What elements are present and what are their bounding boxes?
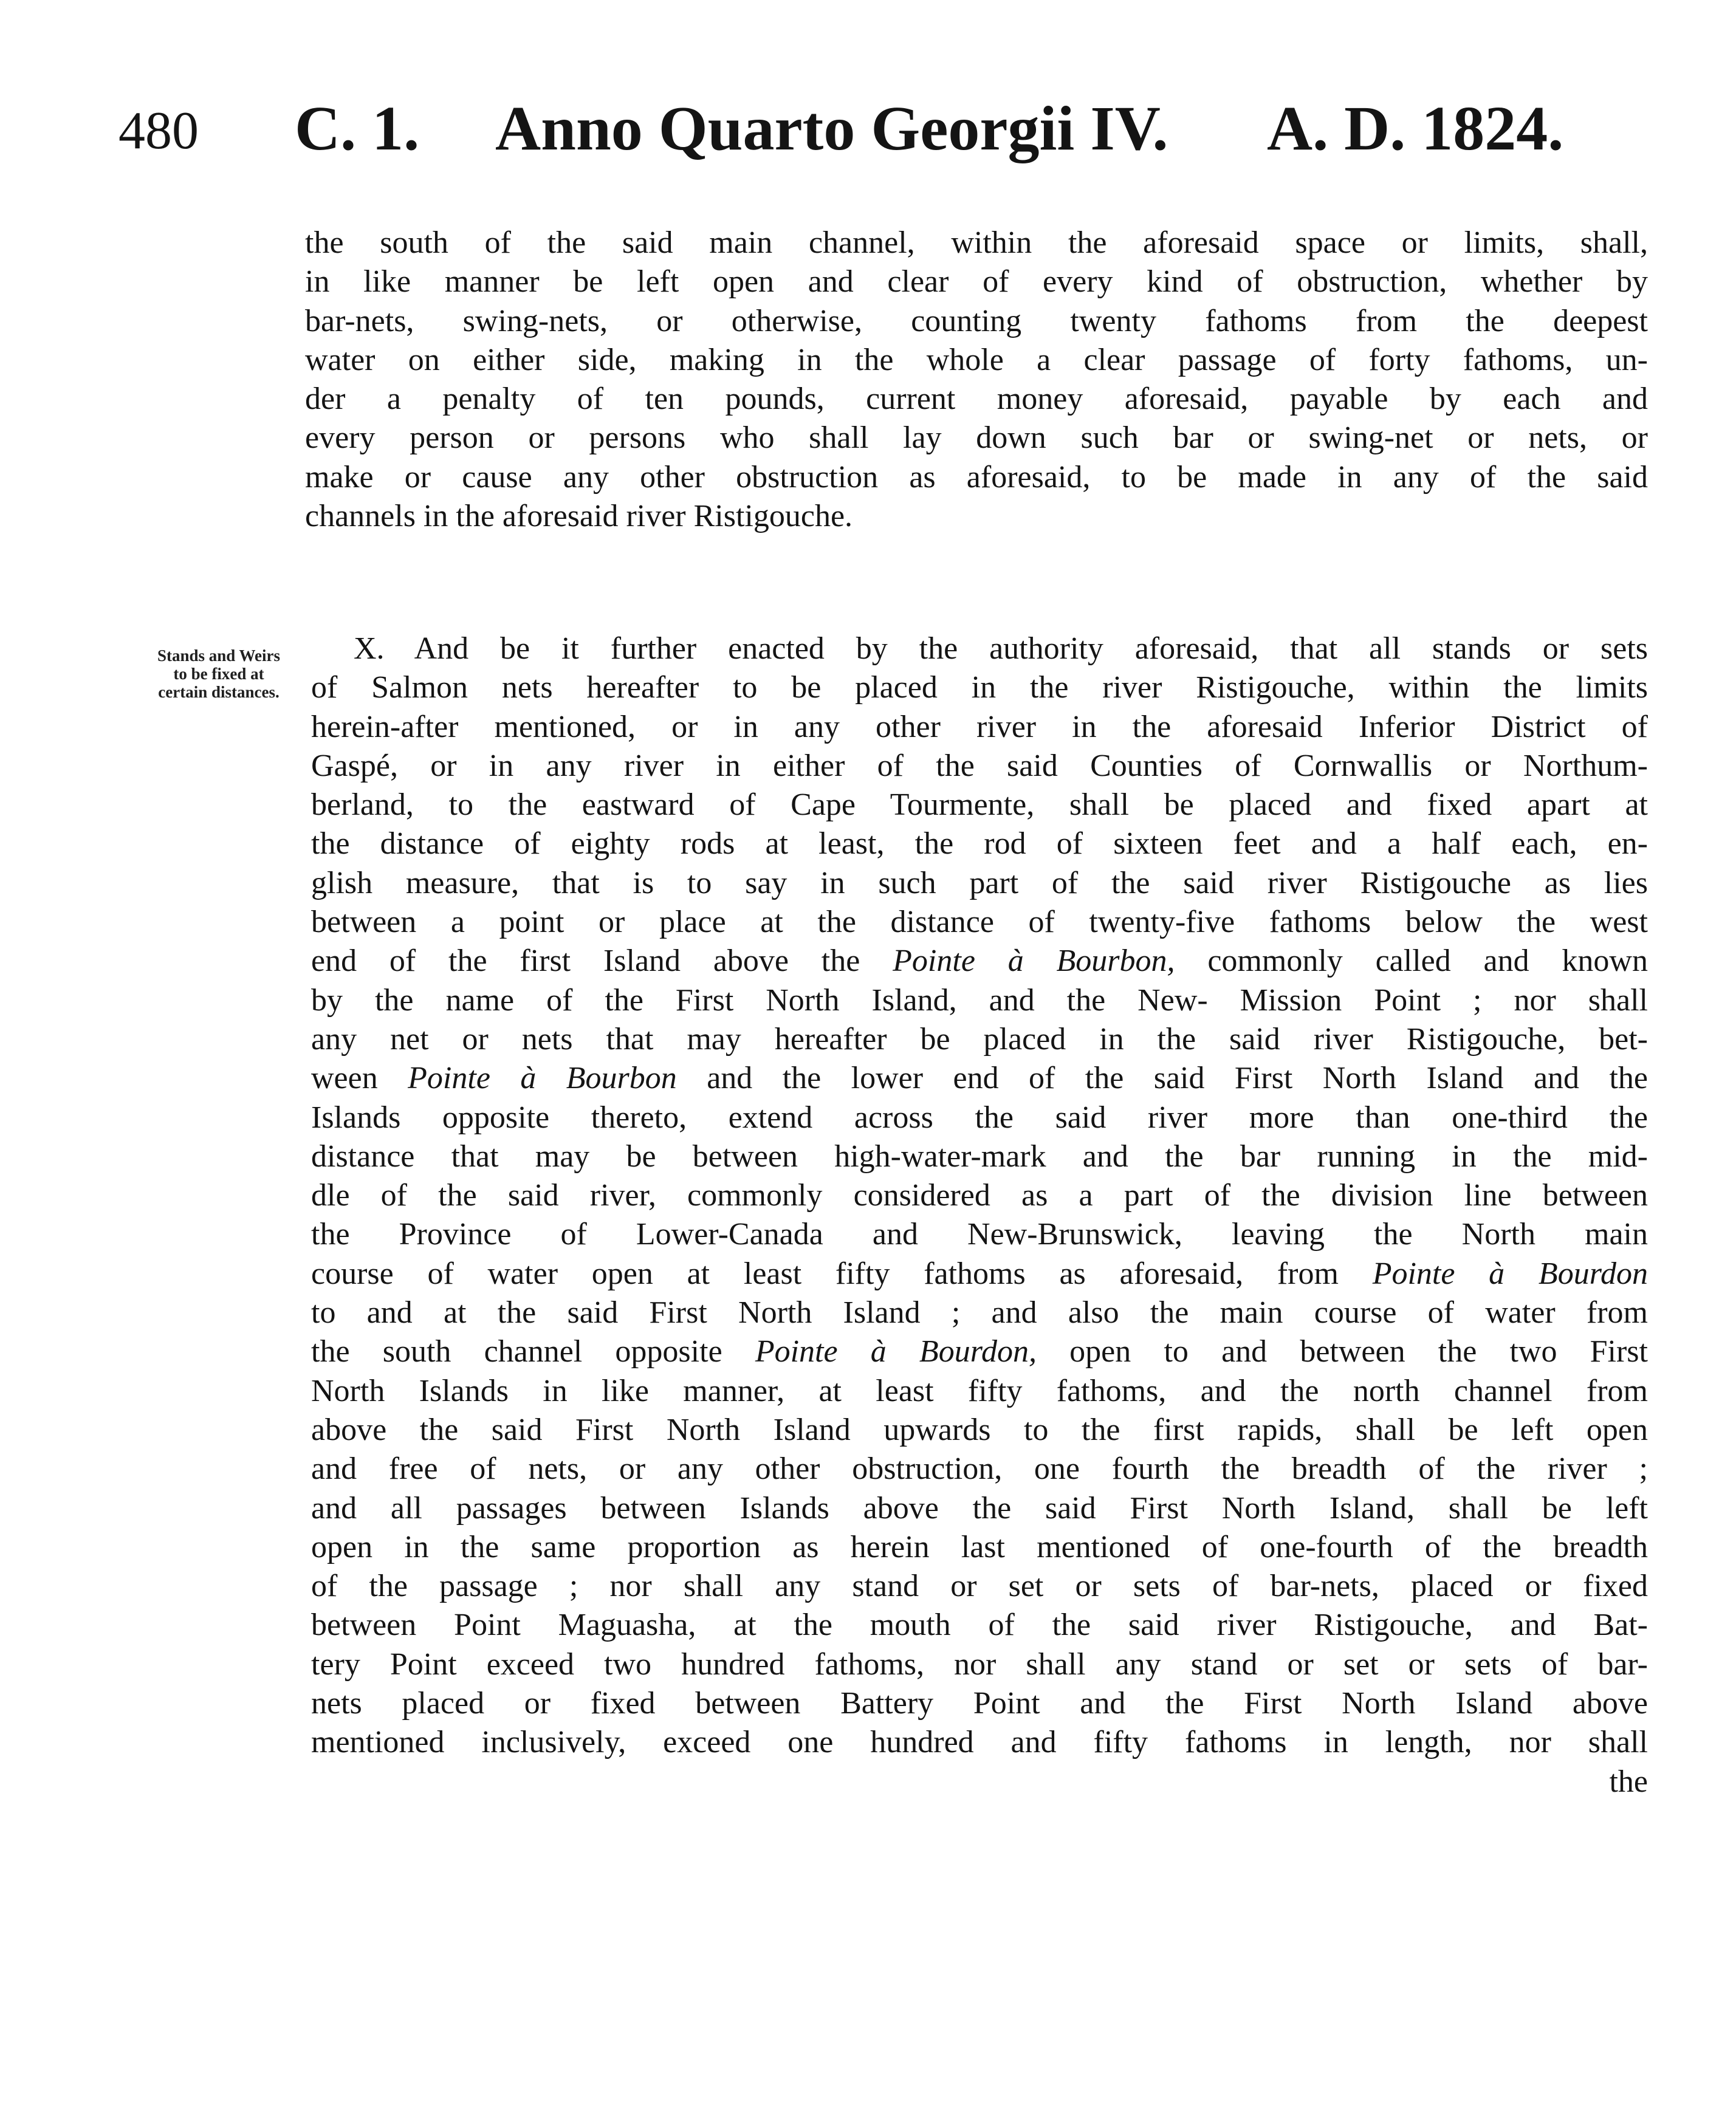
text-segment: commonly called and known [1175, 944, 1648, 979]
margin-note [131, 646, 307, 701]
chapter-number: C. 1. [295, 94, 420, 163]
section-x-paragraph [311, 629, 1648, 1801]
text-line [311, 1332, 1648, 1371]
text-line: berland, to the eastward of Cape Tourmente, shall be placed and fixed apart at [311, 787, 1648, 823]
text-segment: end of the first Island above the [311, 944, 893, 979]
text-line: Islands opposite thereto, extend across the said river more than one-third the [311, 1100, 1648, 1135]
text-line: herein-after mentioned, or in any other river in the aforesaid Inferior District of [311, 709, 1648, 744]
text-line: channels in the aforesaid river Ristigouche. [305, 499, 853, 534]
text-line: distance that may be between high-water-mark and the bar running in the mid- [311, 1139, 1648, 1174]
catchword: the [1609, 1764, 1648, 1799]
page-header [118, 94, 1662, 170]
text-line: every person or persons who shall lay down such bar or swing-net or nets, or [305, 420, 1648, 456]
page-number: 480 [118, 101, 199, 160]
place-name-italic: Pointe à Bourdon, [755, 1334, 1037, 1369]
text-line: of the passage ; nor shall any stand or set or sets of bar-nets, placed or fixed [311, 1569, 1648, 1604]
text-line: bar-nets, swing-nets, or otherwise, counting twenty fathoms from the deepest [305, 303, 1648, 338]
place-name-italic: Pointe à Bourbon [408, 1061, 677, 1096]
text-line: make or cause any other obstruction as aforesaid, to be made in any of the said [305, 459, 1648, 495]
text-line: X. And be it further enacted by the authority aforesaid, that all stands or sets [354, 631, 1648, 666]
text-line: to and at the said First North Island ; and also the main course of water from [311, 1295, 1648, 1331]
margin-note-line: Stands and Weirs [157, 646, 281, 665]
text-line: any net or nets that may hereafter be placed in the said river Ristigouche, bet- [311, 1021, 1648, 1057]
year: A. D. 1824. [1267, 94, 1564, 163]
text-segment: and the lower end of the said First North Island and the [676, 1061, 1649, 1096]
text-line: Gaspé, or in any river in either of the said Counties of Cornwallis or Northum- [311, 748, 1648, 783]
text-line: and all passages between Islands above the said First North Island, shall be left [311, 1490, 1648, 1526]
text-line: der a penalty of ten pounds, current money aforesaid, payable by each and [305, 382, 1648, 417]
place-name-italic: Pointe à Bourbon, [893, 944, 1175, 979]
running-title: Anno Quarto Georgii IV. [495, 94, 1168, 163]
text-line: open in the same proportion as herein last mentioned of one-fourth of the breadth [311, 1529, 1648, 1564]
text-line: glish measure, that is to say in such part of the said river Ristigouche as lies [311, 865, 1648, 900]
text-line: the distance of eighty rods at least, the rod of sixteen feet and a half each, en- [311, 826, 1648, 862]
text-line: in like manner be left open and clear of every kind of obstruction, whether by [305, 264, 1648, 300]
text-line: between Point Maguasha, at the mouth of the said river Ristigouche, and Bat- [311, 1608, 1648, 1643]
text-line [311, 942, 1648, 981]
text-segment: the south channel opposite [311, 1334, 755, 1369]
place-name-italic: Pointe à Bourdon [1372, 1256, 1648, 1291]
text-line: the south of the said main channel, within the aforesaid space or limits, shall, [305, 225, 1648, 260]
margin-note-line: certain distances. [158, 683, 280, 701]
text-line: of Salmon nets hereafter to be placed in the river Ristigouche, within the limits [311, 670, 1648, 705]
text-line: dle of the said river, commonly considered as a part of the division line between [311, 1178, 1648, 1213]
text-segment: open to and between the two First [1037, 1334, 1648, 1369]
text-segment: course of water open at least fifty fathoms as aforesaid, from [311, 1256, 1373, 1291]
text-line: nets placed or fixed between Battery Point and the First North Island above [311, 1686, 1648, 1721]
text-line: above the said First North Island upwards to the first rapids, shall be left open [311, 1412, 1648, 1447]
margin-note-line: to be fixed at [173, 665, 264, 683]
text-line: North Islands in like manner, at least fifty fathoms, and the north channel from [311, 1373, 1648, 1408]
text-line: mentioned inclusively, exceed one hundred and fifty fathoms in length, nor shall [311, 1725, 1648, 1760]
text-line: tery Point exceed two hundred fathoms, nor shall any stand or set or sets of bar- [311, 1646, 1648, 1682]
text-line [311, 1059, 1648, 1098]
text-line: by the name of the First North Island, and the New- Mission Point ; nor shall [311, 982, 1648, 1018]
text-line: the Province of Lower-Canada and New-Brunswick, leaving the North main [311, 1217, 1648, 1252]
paragraph-continuation [305, 224, 1648, 536]
text-line: between a point or place at the distance of twenty-five fathoms below the west [311, 905, 1648, 940]
text-line: and free of nets, or any other obstruction, one fourth the breadth of the river ; [311, 1451, 1648, 1487]
text-segment: ween [311, 1061, 408, 1096]
text-line [311, 1255, 1648, 1294]
text-line: water on either side, making in the whole a clear passage of forty fathoms, un- [305, 342, 1648, 377]
